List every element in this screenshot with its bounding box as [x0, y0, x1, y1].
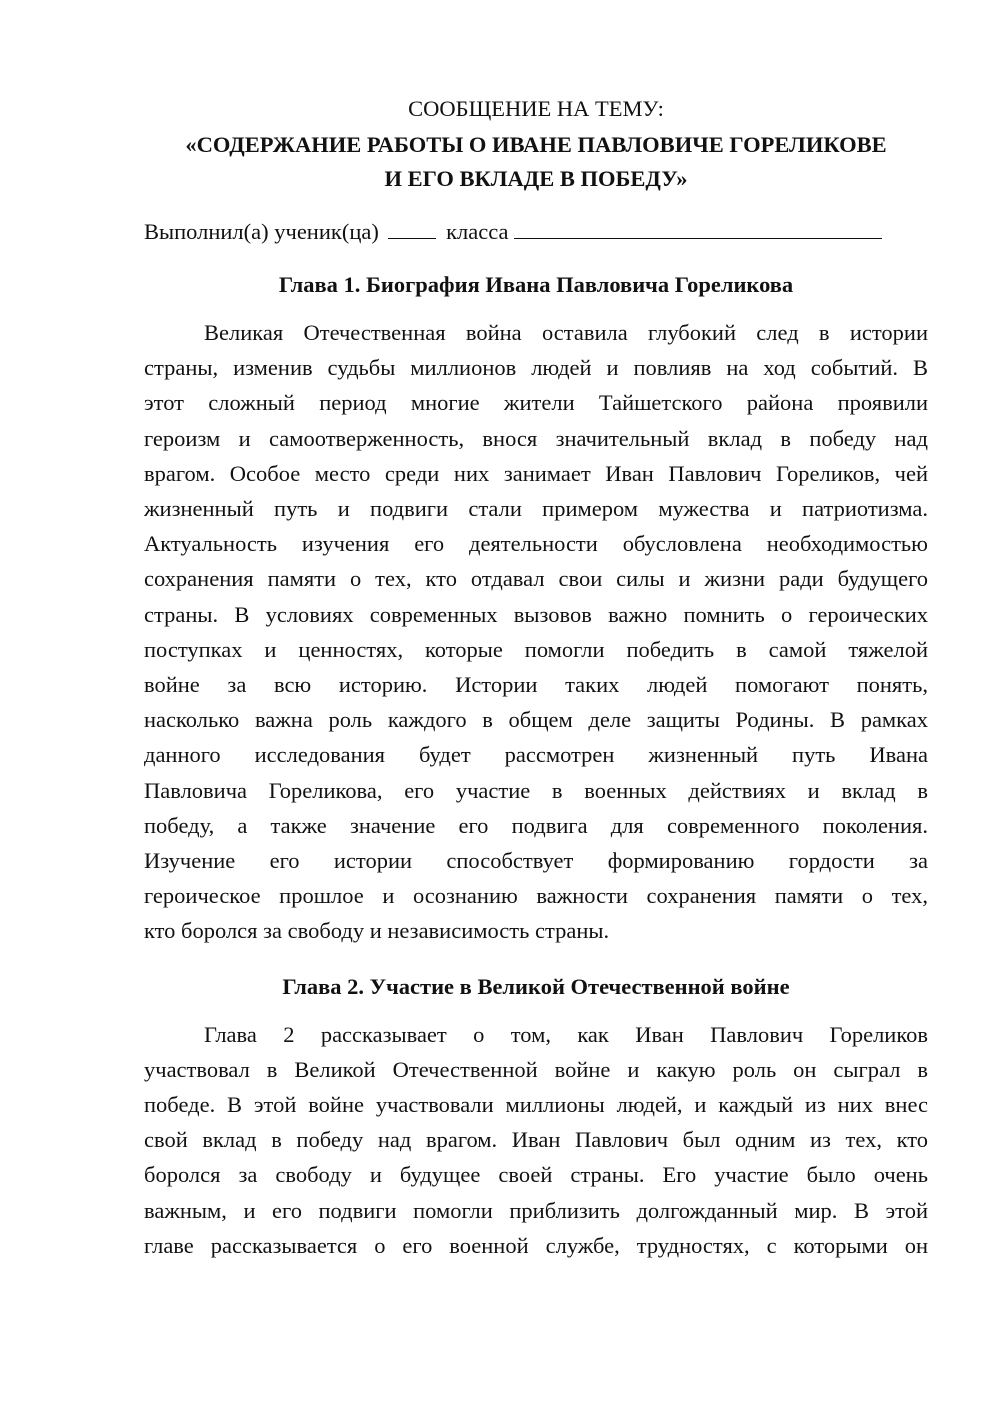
document-title — [144, 128, 928, 196]
document-title-line-1: «СОДЕРЖАНИЕ РАБОТЫ О ИВАНЕ ПАВЛОВИЧЕ ГОРЕЛИКОВЕ — [185, 132, 887, 157]
paragraph-line: жизненный путь и подвиги стали примером мужества и патриотизма. — [144, 496, 928, 522]
paragraph-line: кто боролся за свободу и независимость страны. — [144, 918, 610, 944]
paragraph-line: важным, и его подвиги помогли приблизить долгожданный мир. В этой — [144, 1197, 928, 1223]
chapter-1-paragraph — [144, 315, 928, 949]
chapter-1-title: Глава 1. Биография Ивана Павловича Гореликова — [278, 272, 794, 297]
paragraph-line: Павловича Гореликова, его участие в военных действиях и вклад в — [144, 777, 928, 803]
paragraph-line: участвовал в Великой Отечественной войне и какую роль он сыграл в — [144, 1056, 928, 1082]
class-label: класса — [446, 219, 509, 244]
performed-by-label: Выполнил(а) ученик(ца) — [144, 219, 379, 244]
paragraph-line: страны, изменив судьбы миллионов людей и повлияв на ход событий. В — [144, 355, 928, 381]
chapter-2-title: Глава 2. Участие в Великой Отечественной войне — [282, 973, 790, 999]
document-page — [144, 92, 928, 1263]
document-title-line-2: И ЕГО ВКЛАДЕ В ПОБЕДУ» — [384, 166, 688, 191]
paragraph-line: войне за всю историю. Истории таких людей помогают понять, — [144, 672, 928, 698]
paragraph-line: Глава 2 рассказывает о том, как Иван Павлович Гореликов — [204, 1021, 928, 1047]
paragraph-line: Великая Отечественная война оставила глубокий след в истории — [204, 320, 928, 345]
paragraph-line: Изучение его истории способствует формированию гордости за — [144, 848, 928, 874]
paragraph-line: боролся за свободу и будущее своей страны. Его участие было очень — [144, 1162, 928, 1188]
paragraph-line: свой вклад в победу над врагом. Иван Павлович был одним из тех, кто — [144, 1127, 928, 1153]
paragraph-line: страны. В условиях современных вызовов важно помнить о героических — [144, 601, 928, 627]
paragraph-line: поступках и ценностях, которые помогли победить в самой тяжелой — [144, 636, 928, 662]
paragraph-line: сохранения памяти о тех, кто отдавал свои силы и жизни ради будущего — [144, 566, 928, 592]
paragraph-line: насколько важна роль каждого в общем деле защиты Родины. В рамках — [144, 707, 928, 733]
chapter-2-paragraph — [144, 1017, 928, 1263]
student-name-blank — [514, 216, 882, 239]
paragraph-line: героическое прошлое и осознанию важности сохранения памяти о тех, — [144, 883, 928, 909]
paragraph-line: победе. В этой войне участвовали миллионы людей, и каждый из них внес — [144, 1092, 928, 1118]
paragraph-line: победу, а также значение его подвига для современного поколения. — [144, 812, 928, 838]
paragraph-line: врагом. Особое место среди них занимает Иван Павлович Гореликов, чей — [144, 460, 928, 486]
paragraph-line: главе рассказывается о его военной службе, трудностях, с которыми он — [144, 1232, 928, 1258]
paragraph-line: Актуальность изучения его деятельности обусловлена необходимостью — [144, 531, 928, 557]
paragraph-line: этот сложный период многие жители Тайшетского района проявили — [144, 390, 928, 416]
paragraph-line: данного исследования будет рассмотрен жизненный путь Ивана — [144, 742, 928, 768]
topic-label: СООБЩЕНИЕ НА ТЕМУ: — [408, 96, 664, 121]
class-number-blank — [388, 216, 436, 239]
author-line — [144, 215, 928, 249]
paragraph-line: героизм и самоотверженность, внося значительный вклад в победу над — [144, 425, 928, 451]
